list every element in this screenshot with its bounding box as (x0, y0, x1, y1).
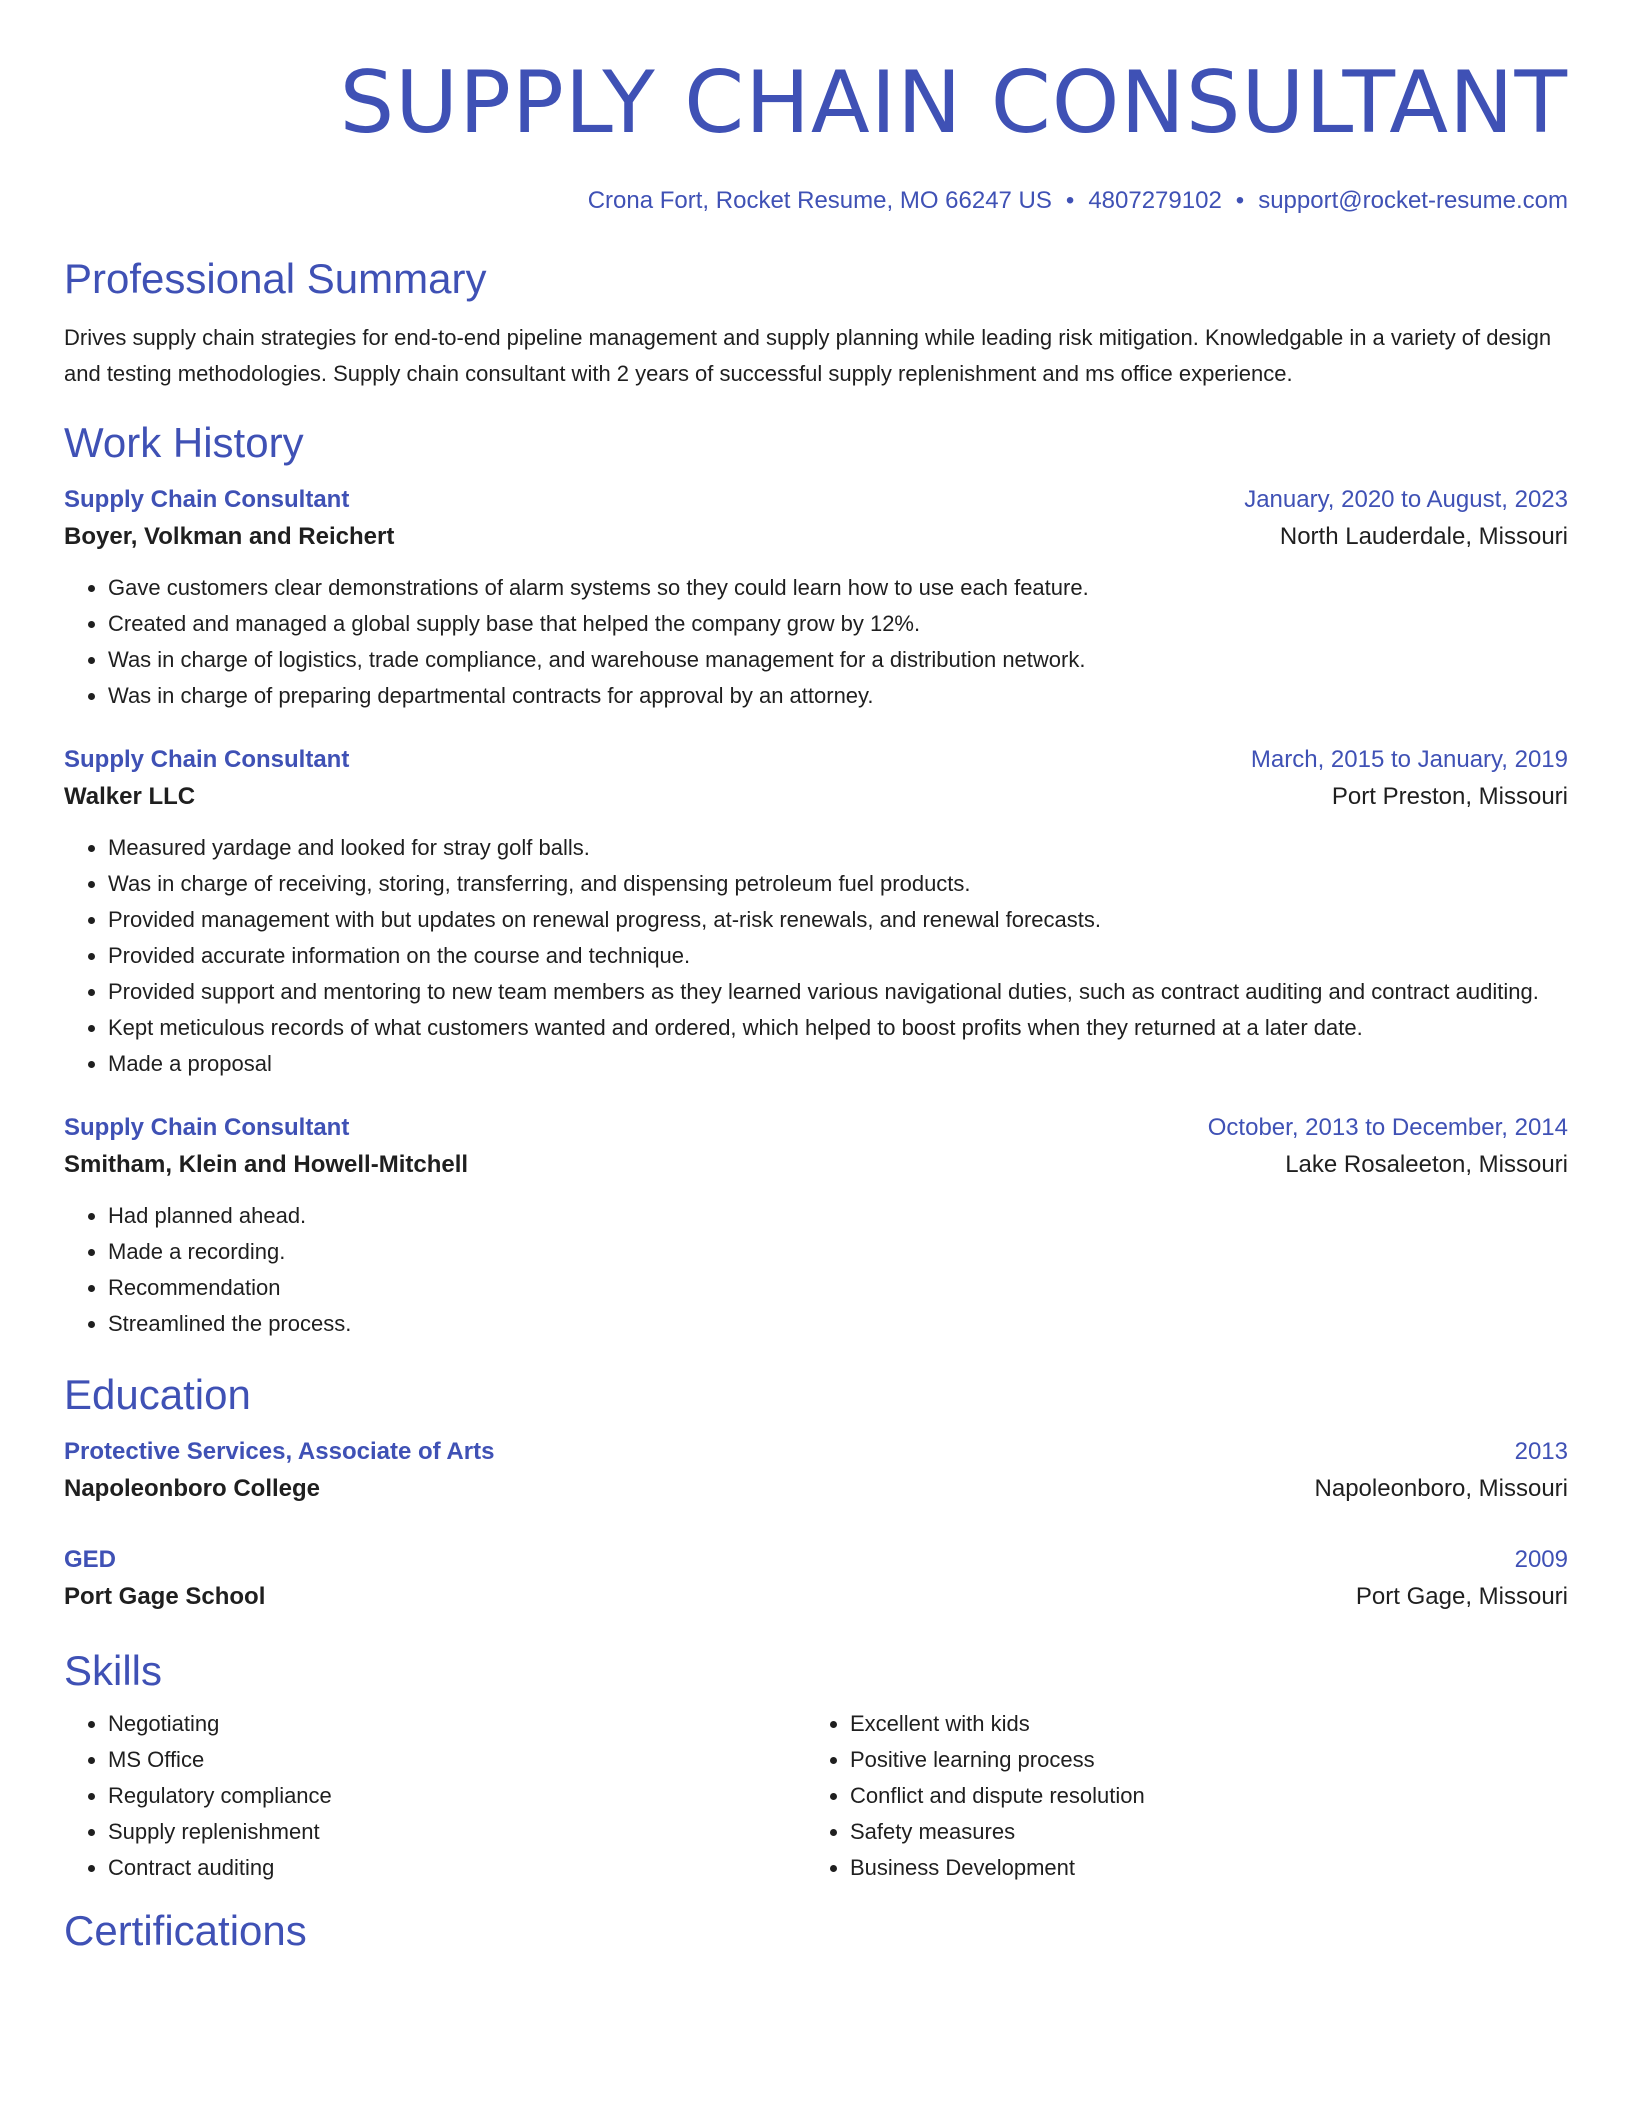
job-location: Port Preston, Missouri (1331, 783, 1568, 810)
job-title: Supply Chain Consultant (64, 1114, 350, 1141)
job-dates: March, 2015 to January, 2019 (1250, 746, 1568, 773)
education-degree: Protective Services, Associate of Arts (64, 1438, 495, 1465)
section-title-certifications: Certifications (64, 1907, 307, 1954)
job-company: Walker LLC (64, 783, 196, 810)
skill-item: • Positive learning process (850, 1742, 1548, 1778)
contact-address: Crona Fort, Rocket Resume, MO 66247 US (587, 187, 1052, 214)
skills-list (64, 1706, 1568, 1886)
skill-item: • MS Office (108, 1742, 806, 1778)
list-item: • Provided support and mentoring to new team members as they learned various navigational duties, such as contract auditing and contract auditing. (108, 974, 1568, 1010)
list-item: • Provided management with but updates on renewal progress, at-risk renewals, and renewal forecasts. (108, 902, 1568, 938)
job-entry (64, 742, 1568, 1082)
list-item: • Was in charge of receiving, storing, transferring, and dispensing petroleum fuel products. (108, 866, 1568, 902)
education-year: 2009 (1514, 1546, 1568, 1573)
contact-line (64, 186, 1568, 216)
summary-text: Drives supply chain strategies for end-to-end pipeline management and supply planning while leading risk mitigation. Knowledgable in a variety of design and testing methodologies. Supply chain consultant with 2 years of successful supply replenishment and ms office experience. (64, 325, 1552, 386)
skills-column-right (806, 1706, 1548, 1886)
education-entry (64, 1542, 1568, 1616)
job-title: Supply Chain Consultant (64, 746, 350, 773)
list-item: • Was in charge of logistics, trade compliance, and warehouse management for a distribution network. (108, 642, 1568, 678)
job-bullets (64, 1198, 1568, 1342)
contact-separator: • (1065, 187, 1075, 214)
skill-item: • Supply replenishment (108, 1814, 806, 1850)
job-entry (64, 482, 1568, 714)
skill-item: • Safety measures (850, 1814, 1548, 1850)
skill-item: • Business Development (850, 1850, 1548, 1886)
education-location: Port Gage, Missouri (1355, 1583, 1568, 1610)
section-title-skills: Skills (64, 1647, 163, 1694)
job-bullets (64, 570, 1568, 714)
list-item: • Provided accurate information on the course and technique. (108, 938, 1568, 974)
job-location: Lake Rosaleeton, Missouri (1285, 1151, 1568, 1178)
section-title-summary: Professional Summary (64, 255, 487, 302)
list-item: • Recommendation (108, 1270, 1568, 1306)
education-school: Napoleonboro College (64, 1475, 321, 1502)
list-item: • Streamlined the process. (108, 1306, 1568, 1342)
education-degree: GED (64, 1546, 117, 1573)
list-item: • Kept meticulous records of what customers wanted and ordered, which helped to boost profits when they returned at a later date. (108, 1010, 1568, 1046)
skill-item: • Contract auditing (108, 1850, 806, 1886)
job-entry (64, 1110, 1568, 1342)
list-item: • Had planned ahead. (108, 1198, 1568, 1234)
skill-item: • Excellent with kids (850, 1706, 1548, 1742)
education-year: 2013 (1514, 1438, 1568, 1465)
skill-item: • Negotiating (108, 1706, 806, 1742)
section-title-work-history: Work History (64, 419, 304, 466)
resume-name-heading: SUPPLY CHAIN CONSULTANT (339, 53, 1568, 153)
job-location: North Lauderdale, Missouri (1279, 523, 1568, 550)
job-company: Boyer, Volkman and Reichert (64, 523, 395, 550)
resume-page (64, 0, 1568, 1956)
skills-column-left (64, 1706, 806, 1886)
skill-item: • Regulatory compliance (108, 1778, 806, 1814)
job-title: Supply Chain Consultant (64, 486, 350, 513)
job-dates: January, 2020 to August, 2023 (1244, 486, 1568, 513)
contact-separator: • (1235, 187, 1245, 214)
skill-item: • Conflict and dispute resolution (850, 1778, 1548, 1814)
education-location: Napoleonboro, Missouri (1314, 1475, 1568, 1502)
section-title-education: Education (64, 1371, 251, 1418)
education-school: Port Gage School (64, 1583, 266, 1610)
list-item: • Created and managed a global supply base that helped the company grow by 12%. (108, 606, 1568, 642)
contact-phone: 4807279102 (1088, 187, 1222, 214)
list-item: • Made a proposal (108, 1046, 1568, 1082)
contact-email: support@rocket-resume.com (1258, 187, 1568, 214)
education-entry (64, 1434, 1568, 1508)
job-company: Smitham, Klein and Howell-Mitchell (64, 1151, 469, 1178)
list-item: • Measured yardage and looked for stray golf balls. (108, 830, 1568, 866)
job-dates: October, 2013 to December, 2014 (1207, 1114, 1568, 1141)
list-item: • Was in charge of preparing departmental contracts for approval by an attorney. (108, 678, 1568, 714)
list-item: • Made a recording. (108, 1234, 1568, 1270)
job-bullets (64, 830, 1568, 1082)
list-item: • Gave customers clear demonstrations of alarm systems so they could learn how to use each feature. (108, 570, 1568, 606)
